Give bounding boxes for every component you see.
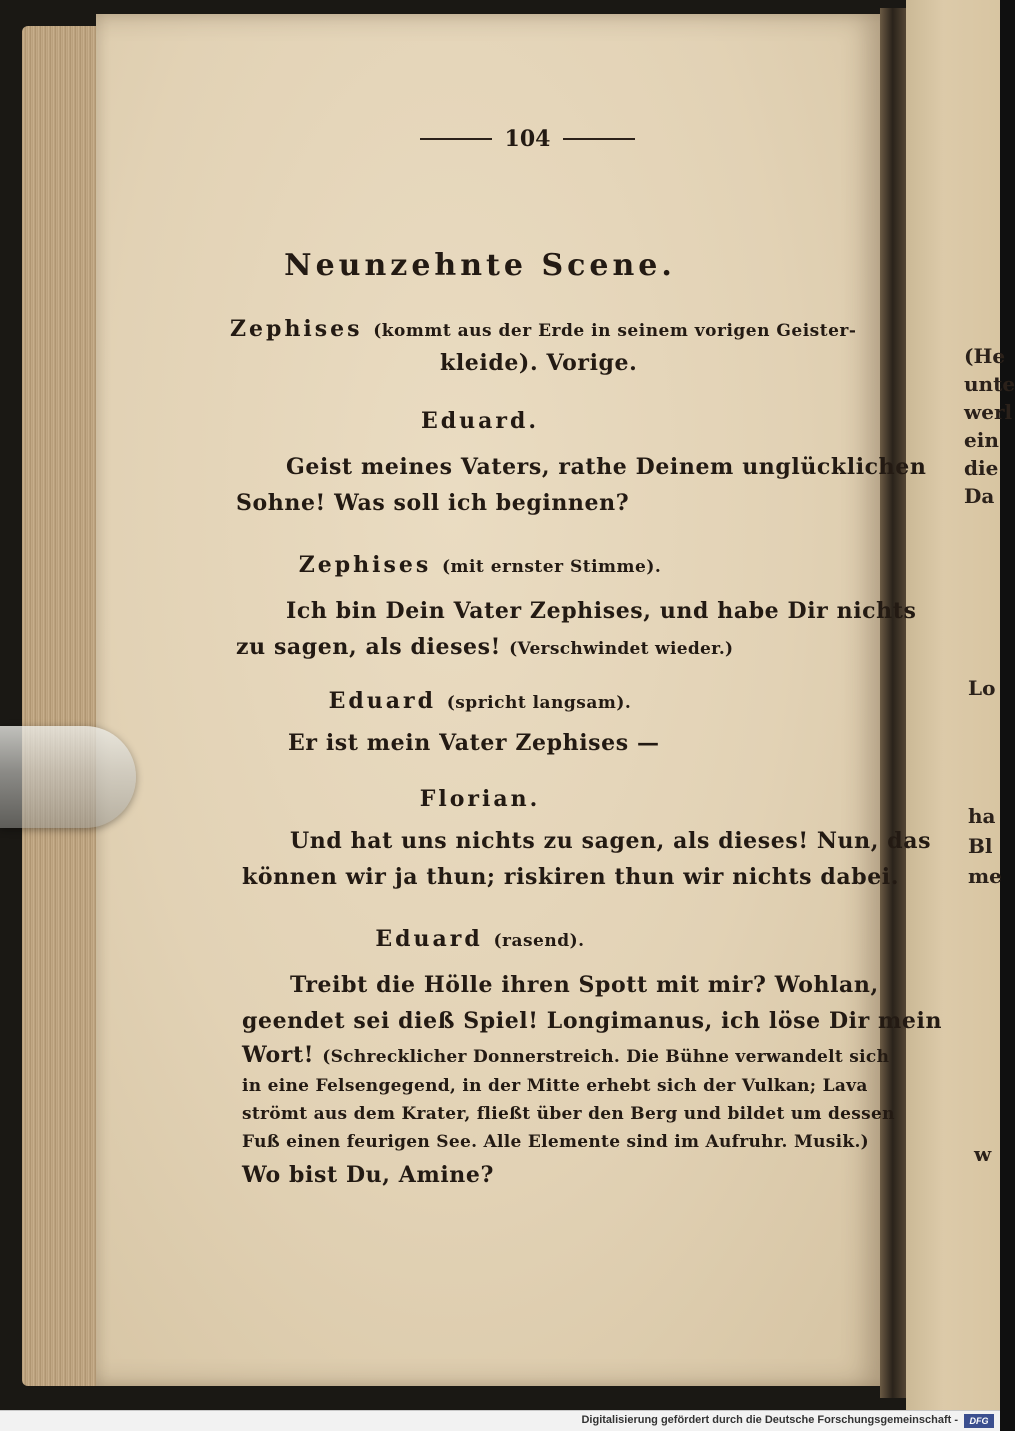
stage-direction: (Schrecklicher Donnerstreich. Die Bühne verwandelt sich	[322, 1047, 890, 1067]
text-line	[242, 1042, 889, 1068]
dfg-logo: DFG	[964, 1414, 994, 1428]
facing-fragment: Da	[964, 484, 995, 508]
speaker-name: Eduard	[375, 926, 483, 952]
stage-direction: Fuß einen feurigen See. Alle Elemente sind im Aufruhr. Musik.)	[242, 1132, 870, 1152]
speaker-name: Eduard	[328, 688, 437, 714]
stage-direction: (rasend).	[493, 931, 585, 951]
speaker-line	[180, 926, 780, 952]
facing-fragment: ein	[964, 428, 999, 452]
text-line: Und hat uns nichts zu sagen, als dieses! Nun, das	[290, 828, 932, 854]
stage-direction: in eine Felsengegend, in der Mitte erhebt sich der Vulkan; Lava	[242, 1076, 868, 1096]
footer-credit: Digitalisierung gefördert durch die Deutsche Forschungsgemeinschaft -	[581, 1414, 958, 1426]
text-line: Wo bist Du, Amine?	[242, 1162, 494, 1188]
speaker-name: Zephises	[298, 552, 432, 578]
stage-direction: (Verschwindet wieder.)	[509, 639, 734, 659]
speaker-name: Florian.	[419, 786, 541, 812]
scene-heading: Neunzehnte Scene.	[284, 248, 676, 283]
dialogue-text: zu sagen, als dieses!	[236, 634, 501, 660]
speaker-line	[180, 688, 780, 714]
text-line: geendet sei dieß Spiel! Longimanus, ich löse Dir mein	[242, 1008, 943, 1034]
speaker-line	[230, 316, 856, 342]
facing-fragment: me	[968, 864, 1002, 888]
dialogue-text: Wort!	[242, 1042, 314, 1068]
speaker-line	[180, 552, 780, 578]
speaker-name: Eduard.	[420, 408, 540, 434]
header-rule-left	[420, 138, 492, 140]
footer-bar	[0, 1410, 1000, 1431]
page-number: 104	[504, 126, 551, 152]
facing-fragment: ha	[968, 804, 996, 828]
page-edges	[22, 26, 102, 1386]
speaker-name: Zephises	[230, 316, 363, 342]
facing-fragment: Bl	[968, 834, 993, 858]
text-line	[236, 634, 733, 660]
stage-direction: (kommt aus der Erde in seinem vorigen Geister-	[373, 321, 857, 341]
facing-fragment: (He	[964, 344, 1006, 368]
scanner-clamp	[0, 726, 136, 828]
text-line: Er ist mein Vater Zephises —	[288, 730, 660, 756]
text-line: Ich bin Dein Vater Zephises, und habe Dir nichts	[286, 598, 917, 624]
facing-fragment: w	[974, 1142, 992, 1166]
book-gutter	[880, 8, 908, 1398]
stage-direction: (spricht langsam).	[446, 693, 632, 713]
text-line: Treibt die Hölle ihren Spott mit mir? Wohlan,	[290, 972, 879, 998]
text-line: Sohne! Was soll ich beginnen?	[236, 490, 630, 516]
text-line: Geist meines Vaters, rathe Deinem unglücklichen	[286, 454, 927, 480]
facing-fragment: unte	[964, 372, 1015, 396]
facing-fragment: Lo	[968, 676, 996, 700]
stage-direction: strömt aus dem Krater, fließt über den Berg und bildet um dessen	[242, 1104, 895, 1124]
text-line: kleide). Vorige.	[440, 350, 638, 376]
facing-fragment: die	[964, 456, 999, 480]
header-rule-right	[563, 138, 635, 140]
facing-fragment: werl	[964, 400, 1013, 424]
facing-page	[906, 0, 1015, 1410]
text-line: können wir ja thun; riskiren thun wir nichts dabei.	[242, 864, 900, 890]
stage-direction: (mit ernster Stimme).	[441, 557, 662, 577]
page-header	[420, 124, 635, 154]
